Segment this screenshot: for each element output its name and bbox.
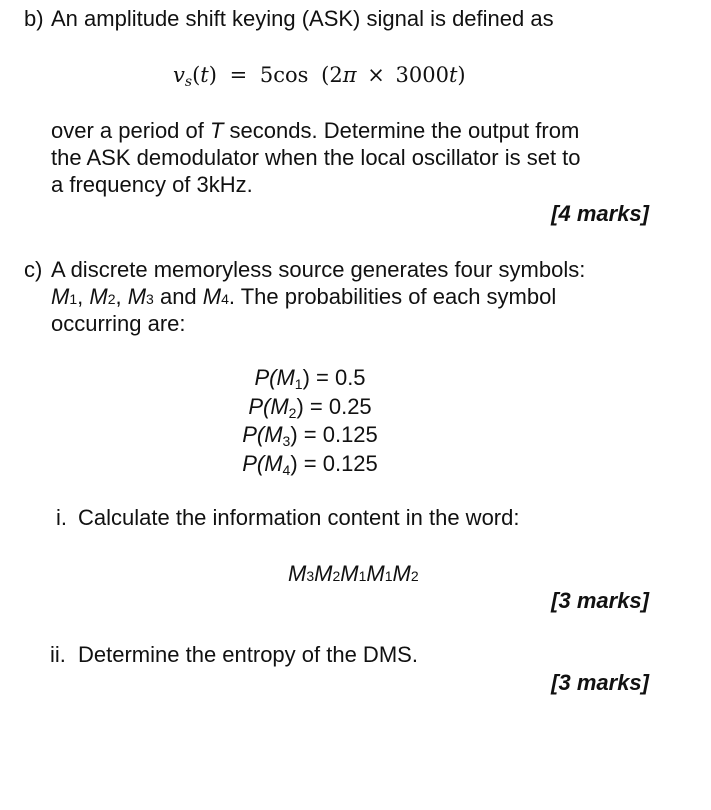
probability-m4: $P(M_4) = 0.125$ (242, 450, 378, 478)
part-b-intro: An amplitude shift keying (ASK) signal is defined as (51, 6, 554, 31)
symbol-word: M3M2M1M1M2 (288, 561, 419, 586)
eq-freq: 3000 (395, 63, 449, 87)
question-ii-label: ii. (50, 642, 66, 667)
ask-signal-equation (173, 62, 466, 89)
part-b-body-line-3: a frequency of 3kHz. (51, 172, 253, 197)
eq-times: × (367, 63, 385, 87)
part-b-label: b) (24, 6, 44, 31)
part-c-line-3: occurring are: (51, 311, 186, 336)
probability-m1: $P(M_1) = 0.5$ (254, 365, 366, 392)
eq-open: (2 (321, 63, 343, 87)
eq-func: cos (273, 63, 309, 87)
part-c-line-1: A discrete memoryless source generates four symbols: (51, 257, 586, 282)
eq-equals: = (229, 63, 248, 87)
question-i-label: i. (56, 505, 67, 530)
eq-lhs-sub: s (184, 74, 193, 90)
part-c-label: c) (24, 257, 43, 282)
question-i-marks: [3 marks] (551, 588, 649, 613)
eq-close: ) (457, 63, 466, 87)
part-b-body-line-1: over a period of T seconds. Determine the output from (51, 118, 580, 143)
eq-amplitude: 5 (259, 63, 274, 87)
part-c-symbols-line: M1, M2, M3 and M4. The probabilities of each symbol (51, 284, 557, 309)
question-ii-text: Determine the entropy of the DMS. (78, 642, 418, 667)
part-b-marks: [4 marks] (551, 201, 649, 226)
probability-m3: $P(M_3) = 0.125$ (242, 422, 378, 449)
eq-lhs-var: v (173, 63, 185, 87)
part-b-body-line-2: the ASK demodulator when the local oscillator is set to (51, 145, 581, 170)
period-symbol: T (209, 118, 224, 143)
probability-m2: $P(M_2) = 0.25$ (248, 393, 372, 421)
eq-lhs-arg: (t) (192, 63, 217, 87)
question-ii-marks: [3 marks] (551, 670, 649, 695)
question-i-text: Calculate the information content in the word: (78, 505, 520, 530)
eq-pi: π (342, 63, 357, 87)
eq-t: t (448, 63, 458, 87)
